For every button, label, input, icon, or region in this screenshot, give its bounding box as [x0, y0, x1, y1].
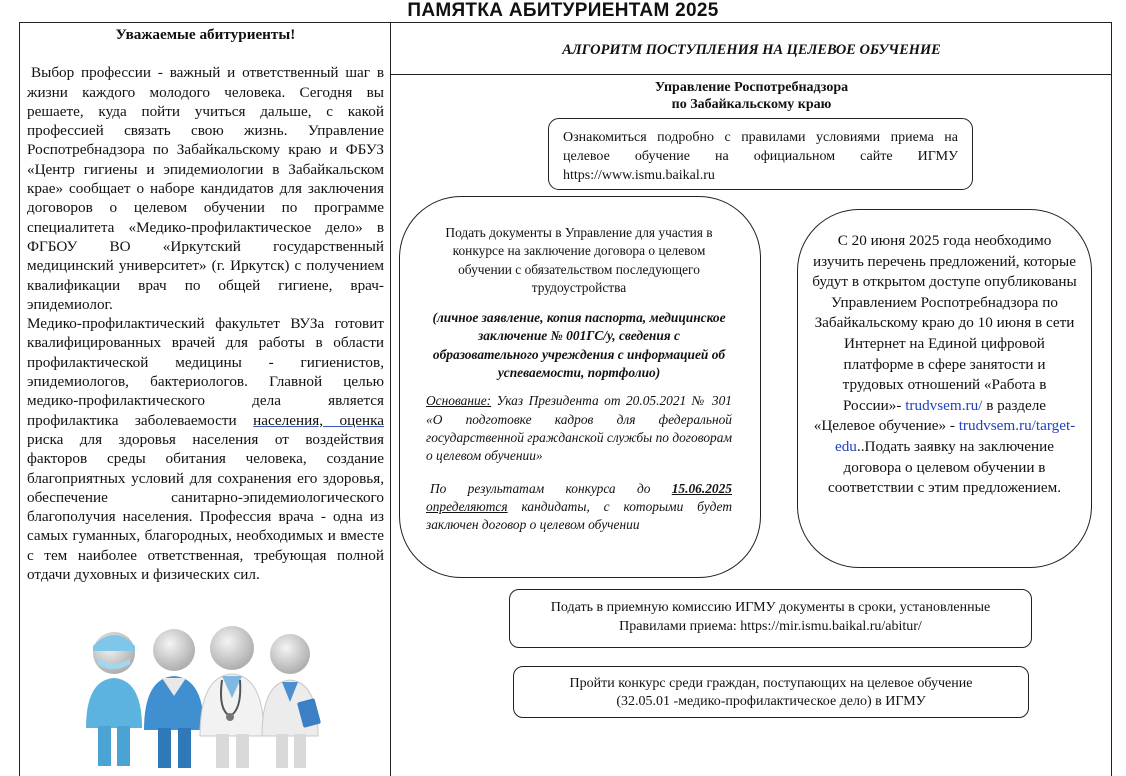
submit-text: Подать документы в Управление для участия в конкурсе на заключение договора о целевом обучении с обязательством последующего трудоустройства [445, 225, 713, 295]
result-date: 15.06.2025 [671, 480, 732, 496]
offers-text-b: в разделе «Целевое обучение» - [813, 396, 1047, 435]
intro-text: Выбор профессии - важный и ответственный шаг в жизни каждого молодого человека. Сегодня вы решаете, куда пойти учиться дальше, с какой профессией связать свою жизнь. Управление Роспотребнадзора по Забайкальскому краю и ФБУЗ «Центр гигиены и эпидемиологии в Забайкальском крае» сообщает о наборе кандидатов для заключения договоров о целевом обучении по программе специалитета «Медико-профилактическое дело» в ФГБОУ ВО «Иркутский государственный медицинский университет» (г. Иркутск) с получением квалификации врач по общей гигиене, врач-эпидемиолог. [27, 64, 384, 313]
basis-text: Указ Президента от 20.05.2021 № 301 «О подготовке кадров для федеральной государственной гражданской службы по договорам о целевом обучении» [426, 393, 732, 464]
legal-basis [426, 392, 732, 465]
org-line-2: по Забайкальскому краю [671, 97, 832, 112]
left-column [27, 25, 384, 584]
step-read-rules: Ознакомиться подробно с правилами условиями приема на целевое обучение на официальном сайте ИГМУ https://www.ismu.baikal.ru [548, 118, 973, 190]
column-divider [390, 22, 391, 776]
faculty-text-b: риска для здоровья населения от воздействия факторов среды обитания человека, создание благоприятных условий для сохранения его здоровья, обеспечение санитарно-эпидемиологического благополучия населения. Профессия врача - одна из самых гуманных, благородных, необходимых и вместе с тем наиболее ответственная, требующая полной отдачи духовных и физических сил. [27, 430, 384, 584]
step-pass-competition [513, 666, 1029, 718]
step-submit-documents [399, 196, 761, 578]
offers-text-a: С 20 июня 2025 года необходимо изучить перечень предложений, которые будут в открытом доступе опубликованы Управлением Роспотребнадзора по Забайкальскому краю до 10 июня в сети Интернет на Единой цифровой платформе в сфере занятости и трудовых отношений «Работа в России»- [812, 232, 1077, 414]
competition-result [426, 480, 732, 535]
result-text-b: кандидаты, с которыми будет заключен договор о целевом обучении [426, 498, 732, 533]
trudvsem-link[interactable]: trudvsem.ru/ [905, 396, 983, 414]
step-admission-committee: Подать в приемную комиссию ИГМУ документы в сроки, установленные Правилами приема: https://mir.ismu.baikal.ru/abitur/ [509, 589, 1032, 648]
basis-label: Основание: [426, 393, 492, 409]
faculty-text-underlined: населения, оценка [253, 411, 384, 429]
organization-title [391, 79, 1112, 113]
doctors-group-icon [78, 618, 328, 770]
target-edu-link[interactable]: trudvsem.ru/target-edu [834, 417, 1076, 455]
intro-paragraph [27, 63, 384, 314]
result-underlined: определяются [426, 498, 508, 514]
step-study-offers [797, 209, 1092, 568]
faculty-text-a: Медико-профилактический факультет ВУЗа готовит квалифицированных врачей для работы в области профилактической медицины - гигиенистов, эпидемиологов, бактериологов. Главной целью медико-профилактического дела является профилактика заболеваемости [27, 315, 384, 429]
competition-line-2: (32.05.01 -медико-профилактическое дело) в ИГМУ [616, 694, 926, 709]
result-text-a: По результатам конкурса до [430, 480, 651, 496]
offers-text-c: ..Подать заявку на заключение договора о целевом обучении в соответствии с этим предложением. [827, 437, 1062, 497]
algorithm-title: АЛГОРИТМ ПОСТУПЛЕНИЯ НА ЦЕЛЕВОЕ ОБУЧЕНИЕ [562, 42, 941, 58]
competition-line-1: Пройти конкурс среди граждан, поступающих на целевое обучение [569, 676, 973, 691]
page-title: ПАМЯТКА АБИТУРИЕНТАМ 2025 [407, 0, 719, 21]
greeting-heading: Уважаемые абитуриенты! [115, 26, 296, 43]
org-line-1: Управление Роспотребнадзора [654, 80, 849, 95]
faculty-paragraph [27, 314, 384, 584]
documents-list: (личное заявление, копия паспорта, медицинское заключение № 001ГС/у, сведения с образовательного учреждения с информацией об успеваемости, портфолио) [432, 310, 726, 381]
header-divider [390, 74, 1112, 75]
